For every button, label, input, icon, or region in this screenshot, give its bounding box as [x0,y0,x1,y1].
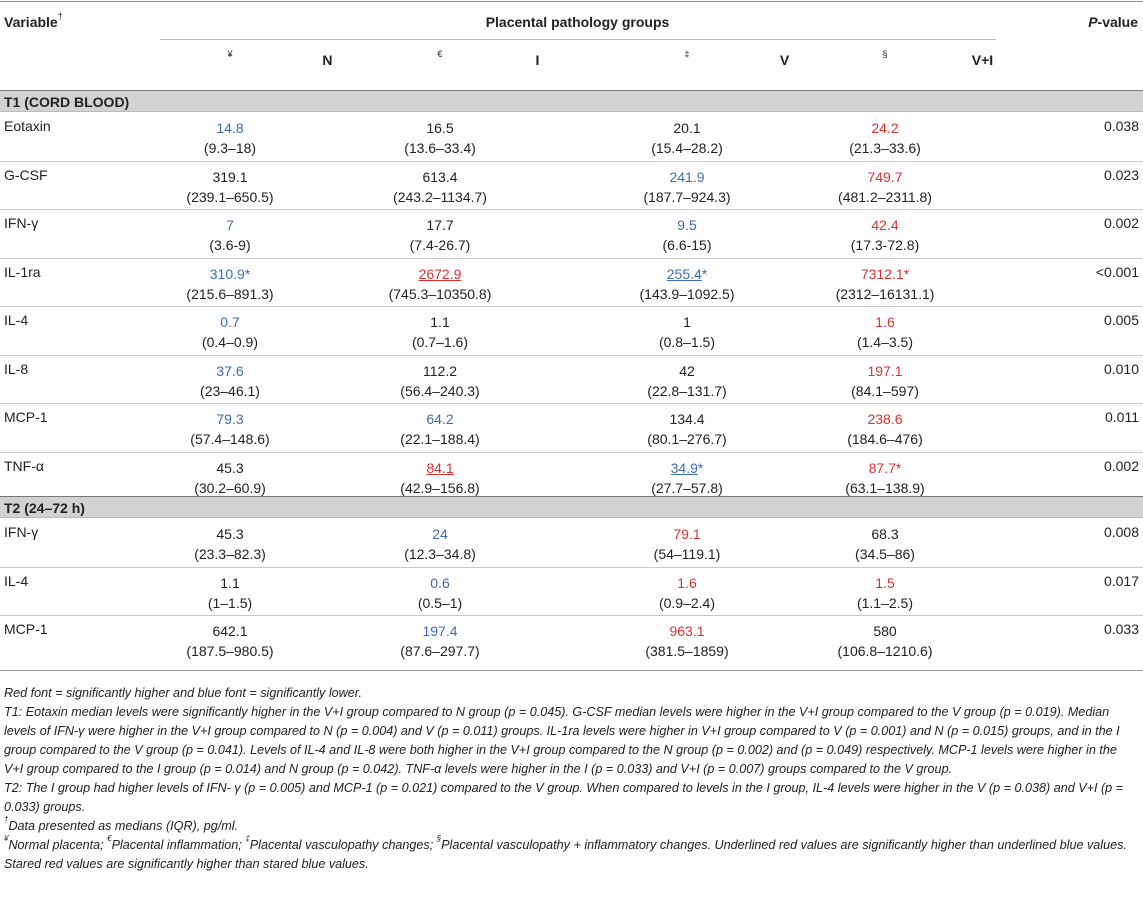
value-cell [340,458,540,498]
median-value: 64.2 [426,411,454,427]
value-cell [587,215,787,255]
value-cell [130,167,330,207]
header-row-1 [0,11,1143,36]
variable-name: MCP-1 [4,621,48,637]
value-cell [587,361,787,401]
value-cell [340,621,540,661]
median-value: 14.8 [216,120,244,136]
significance-star: * [244,265,251,282]
variable-name: IL-8 [4,360,29,377]
iqr-value: (243.2–1134.7) [393,188,487,205]
median-value: 134.4 [669,411,705,427]
table-row [0,615,1143,663]
value-cell [587,264,787,304]
median-value: 16.5 [426,120,454,136]
table-row [0,161,1143,209]
p-value: 0.038 [1103,118,1139,134]
median-value: 84.1 [426,459,454,476]
median-value: 749.7 [867,168,903,185]
iqr-value: (84.1–597) [851,382,919,399]
median-value: 79.1 [673,526,701,542]
iqr-value: (57.4–148.6) [190,431,270,447]
median-value: 24 [432,526,448,542]
iqr-value: (9.3–18) [203,140,257,156]
p-value: 0.005 [1103,312,1139,328]
iqr-value: (143.9–1092.5) [639,285,735,302]
variable-name: IL-4 [4,312,29,328]
iqr-value: (381.5–1859) [645,643,729,659]
iqr-value: (12.3–34.8) [404,546,476,562]
iqr-value: (106.8–1210.6) [837,643,933,659]
significance-star: * [903,265,910,282]
iqr-value: (42.9–156.8) [400,479,480,496]
median-value: 17.7 [426,217,454,233]
pvalue-header: P-value [1088,14,1138,30]
value-cell [785,524,985,564]
median-value: 197.1 [867,362,903,379]
value-cell [785,458,985,498]
iqr-value: (27.7–57.8) [651,479,723,496]
section-header: T1 (CORD BLOOD) [0,90,1143,112]
p-value: 0.017 [1103,572,1139,589]
group-header-v: V ‡ [684,49,790,68]
group-header-vi: V+I § [882,49,994,68]
value-cell [785,264,985,304]
note-t1: T1: Eotaxin median levels were significantly higher in the V+I group compared to N group (p = 0.045). G-CSF median levels were higher in the V+I group compared to the V group (p = 0.019). Median levels of IFN-γ were higher in the V+I group compared to N (p = 0.004) and V (p = 0.011) groups. IL-1ra levels were higher in V+I group compared to V (p = 0.001) and N (p = 0.015) groups, and in the I group compared to the V group (p = 0.041). Levels of IL-4 and IL-8 were both higher in the V+I group compared to the N group (p = 0.002) and (p = 0.049) respectively. MCP-1 levels were higher in the V+I group compared to the I group (p = 0.014) and N group (p = 0.042). TNF-α levels were higher in the I (p = 0.033) and V+I (p = 0.007) groups compared to the V group. [4,705,1120,776]
value-cell [785,361,985,401]
iqr-value: (23.3–82.3) [194,546,266,562]
note-t2: T2: The I group had higher levels of IFN- γ (p = 0.005) and MCP-1 (p = 0.021) compared to the V group. When compared to levels in the I group, IL-4 levels were higher in the V (p = 0.038) and V+I (p = 0.033) groups. [4,781,1124,814]
significance-star: * [697,459,704,476]
iqr-value: (22.8–131.7) [647,382,727,399]
median-value: 1 [683,314,691,330]
median-value: 310.9 [209,265,245,282]
section-header: T2 (24–72 h) [0,496,1143,518]
value-cell [587,573,787,613]
median-value: 45.3 [216,459,244,476]
top-rule [0,1,1143,2]
median-value: 87.7 [868,459,896,476]
table-row [0,209,1143,257]
median-value: 255.4 [666,265,702,282]
note-abbreviations: ¥Normal placenta; €Placental inflammation; ‡Placental vasculopathy changes; §Placental vasculopathy + inflammatory changes. Underlined red values are significantly higher than underlined blue values. Stared red values are significantly higher than stared blue values. [4,834,1127,871]
iqr-value: (0.8–1.5) [658,334,716,350]
iqr-value: (0.5–1) [417,594,463,611]
iqr-value: (87.6–297.7) [400,643,480,659]
value-cell [130,264,330,304]
table-notes [4,684,1139,874]
value-cell [130,312,330,352]
p-value: <0.001 [1095,263,1139,280]
iqr-value: (34.5–86) [855,546,915,562]
value-cell [587,409,787,449]
group-header-i: I € [437,49,540,68]
median-value: 7312.1 [860,265,904,282]
value-cell [340,524,540,564]
median-value: 0.7 [220,314,240,330]
iqr-value: (80.1–276.7) [647,431,727,447]
p-value: 0.011 [1105,409,1139,425]
value-cell [340,167,540,207]
value-cell [587,524,787,564]
table-row [0,403,1143,451]
median-value: 45.3 [216,526,244,542]
value-cell [340,409,540,449]
median-value: 1.1 [430,314,450,330]
iqr-value: (30.2–60.9) [194,479,266,496]
table-row [0,112,1143,160]
value-cell [785,118,985,158]
variable-header: Variable† [4,11,63,30]
value-cell [785,409,985,449]
value-cell [130,621,330,661]
value-cell [130,458,330,498]
iqr-value: (3.6-9) [209,237,251,253]
iqr-value: (187.5–980.5) [186,643,274,659]
value-cell [130,118,330,158]
table-row [0,306,1143,354]
median-value: 642.1 [212,623,248,639]
iqr-value: (56.4–240.3) [400,382,480,399]
note-dagger: †Data presented as medians (IQR), pg/ml. [4,815,239,833]
median-value: 79.3 [216,411,244,427]
value-cell [785,215,985,255]
variable-name: TNF-α [4,457,44,474]
p-value: 0.033 [1103,621,1139,637]
variable-name: Eotaxin [4,118,51,134]
iqr-value: (21.3–33.6) [849,140,921,156]
variable-name: IL-1ra [4,263,41,280]
iqr-value: (184.6–476) [847,431,923,447]
median-value: 20.1 [673,120,701,136]
iqr-value: (0.9–2.4) [658,594,716,611]
value-cell [130,524,330,564]
median-value: 7 [226,217,234,233]
median-value: 319.1 [212,168,248,185]
median-value: 34.9 [670,459,698,476]
p-value: 0.002 [1103,457,1139,474]
median-value: 1.6 [677,574,697,591]
value-cell [587,458,787,498]
table-row [0,355,1143,403]
p-value: 0.002 [1103,215,1139,231]
groups-rule [160,39,996,40]
iqr-value: (2312–16131.1) [835,285,935,302]
median-value: 241.9 [669,168,705,185]
median-value: 238.6 [867,411,903,427]
value-cell [785,573,985,613]
iqr-value: (63.1–138.9) [845,479,925,496]
bottom-rule [0,670,1143,671]
median-value: 42 [679,362,695,379]
iqr-value: (1–1.5) [207,594,253,611]
iqr-value: (7.4-26.7) [409,237,471,253]
value-cell [130,361,330,401]
table-row [0,452,1143,500]
value-cell [785,312,985,352]
table-row [0,567,1143,615]
median-value: 197.4 [422,623,458,639]
median-value: 112.2 [423,362,457,379]
value-cell [130,409,330,449]
variable-name: IFN-γ [4,215,39,231]
variable-name: IFN-γ [4,524,39,540]
iqr-value: (1.1–2.5) [856,594,914,611]
p-value: 0.008 [1103,524,1139,540]
p-value: 0.010 [1103,360,1139,377]
value-cell [130,573,330,613]
table-row [0,518,1143,566]
median-value: 963.1 [669,623,705,639]
group-header-n: N ¥ [227,49,333,68]
variable-name: IL-4 [4,572,29,589]
p-value: 0.023 [1103,166,1139,183]
iqr-value: (23–46.1) [200,382,260,399]
iqr-value: (745.3–10350.8) [388,285,492,302]
iqr-value: (6.6-15) [662,237,712,253]
value-cell [587,312,787,352]
variable-name: MCP-1 [4,409,48,425]
median-value: 580 [873,623,897,639]
value-cell [587,167,787,207]
iqr-value: (215.6–891.3) [186,285,274,302]
median-value: 24.2 [871,120,899,136]
median-value: 1.5 [875,574,895,591]
iqr-value: (13.6–33.4) [404,140,476,156]
median-value: 2672.9 [418,265,462,282]
value-cell [587,118,787,158]
iqr-value: (17.3-72.8) [850,237,920,253]
significance-star: * [701,265,708,282]
iqr-value: (1.4–3.5) [856,334,914,350]
median-value: 42.4 [871,217,899,233]
iqr-value: (22.1–188.4) [400,431,480,447]
median-value: 613.4 [422,168,458,185]
variable-name: G-CSF [4,166,48,183]
value-cell [785,167,985,207]
value-cell [130,215,330,255]
value-cell [785,621,985,661]
table-row [0,258,1143,306]
median-value: 68.3 [871,526,899,542]
value-cell [340,264,540,304]
median-value: 37.6 [216,362,244,379]
value-cell [340,312,540,352]
value-cell [340,215,540,255]
median-value: 0.6 [430,574,450,591]
groups-header: Placental pathology groups [485,14,670,30]
value-cell [587,621,787,661]
iqr-value: (0.4–0.9) [201,334,259,350]
iqr-value: (54–119.1) [653,546,721,562]
median-value: 9.5 [677,217,697,233]
note-legend: Red font = significantly higher and blue font = significantly lower. [4,686,362,700]
value-cell [340,118,540,158]
value-cell [340,573,540,613]
median-value: 1.6 [875,314,895,330]
iqr-value: (187.7–924.3) [643,188,731,205]
iqr-value: (239.1–650.5) [186,188,274,205]
value-cell [340,361,540,401]
iqr-value: (481.2–2311.8) [838,188,932,205]
iqr-value: (15.4–28.2) [651,140,723,156]
significance-star: * [895,459,902,476]
iqr-value: (0.7–1.6) [411,334,469,350]
median-value: 1.1 [220,574,240,591]
